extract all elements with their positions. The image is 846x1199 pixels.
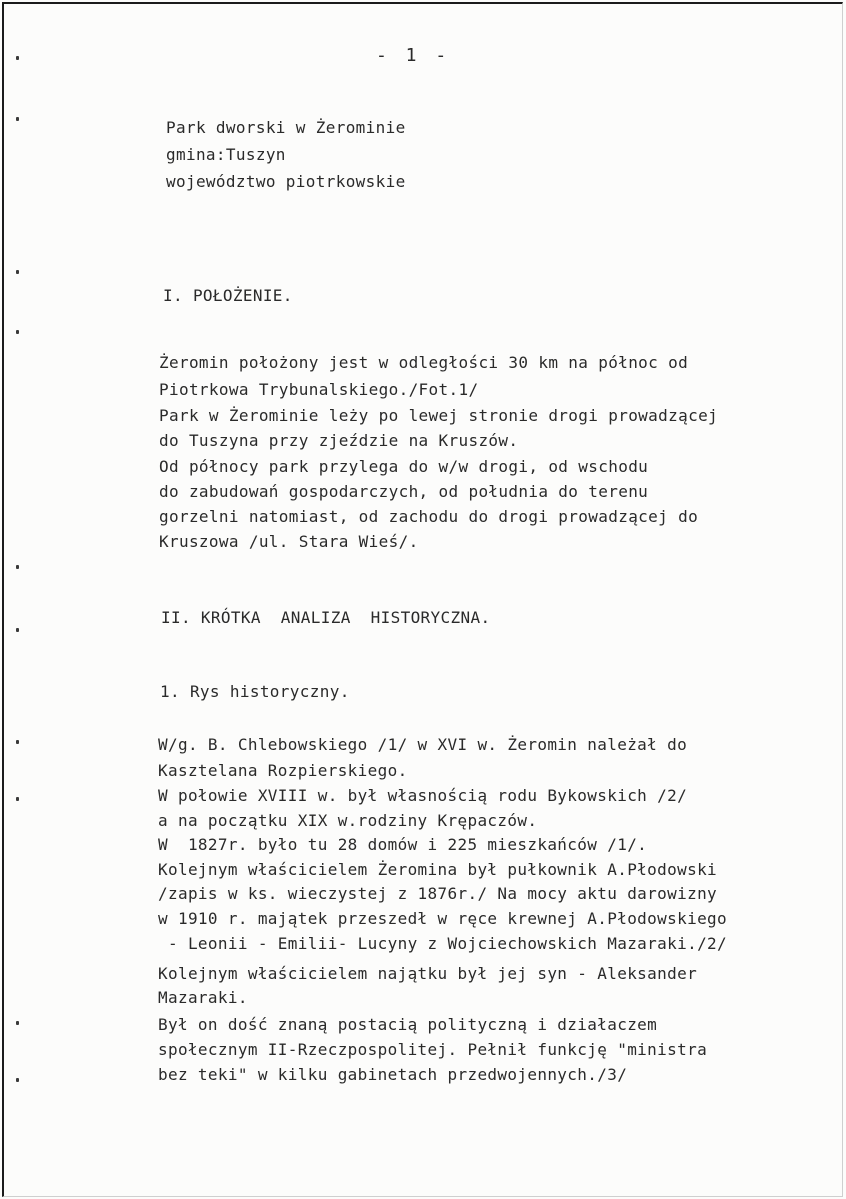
subsection-heading: 1. Rys historyczny. bbox=[160, 682, 350, 701]
body-line: W/g. B. Chlebowskiego /1/ w XVI w. Żeromin należał do bbox=[158, 735, 688, 754]
body-line: do zabudowań gospodarczych, od południa do terenu bbox=[159, 482, 649, 501]
margin-mark bbox=[16, 1021, 19, 1025]
body-line: Był on dość znaną postacią polityczną i działaczem bbox=[158, 1015, 658, 1034]
header-title: Park dworski w Żerominie bbox=[166, 118, 406, 137]
body-line: Kolejnym właścicielem Żeromina był pułkownik A.Płodowski bbox=[158, 860, 718, 879]
margin-mark bbox=[16, 117, 19, 121]
body-line: W połowie XVIII w. był własnością rodu Bykowskich /2/ bbox=[158, 786, 688, 805]
body-line: Mazaraki. bbox=[158, 988, 248, 1007]
section-heading: I. POŁOŻENIE. bbox=[163, 286, 293, 305]
margin-mark bbox=[16, 1078, 19, 1082]
body-line: w 1910 r. majątek przeszedł w ręce krewnej A.Płodowskiego bbox=[158, 909, 728, 928]
body-line: W 1827r. było tu 28 domów i 225 mieszkańców /1/. bbox=[158, 835, 648, 854]
body-line: społecznym II-Rzeczpospolitej. Pełnił funkcję "ministra bbox=[158, 1040, 708, 1059]
body-line: /zapis w ks. wieczystej z 1876r./ Na mocy aktu darowizny bbox=[158, 884, 718, 903]
body-line: a na początku XIX w.rodziny Krępaczów. bbox=[158, 811, 538, 830]
margin-mark bbox=[16, 740, 19, 744]
header-gmina: gmina:Tuszyn bbox=[166, 145, 286, 164]
body-line: Piotrkowa Trybunalskiego./Fot.1/ bbox=[159, 380, 479, 399]
margin-mark bbox=[16, 797, 19, 801]
margin-mark bbox=[16, 56, 19, 60]
margin-mark bbox=[16, 270, 19, 274]
header-voivodeship: województwo piotrkowskie bbox=[166, 172, 406, 191]
body-line: Kruszowa /ul. Stara Wieś/. bbox=[159, 532, 419, 551]
section-heading: II. KRÓTKA ANALIZA HISTORYCZNA. bbox=[161, 608, 491, 627]
body-line: Kolejnym właścicielem najątku był jej syn - Aleksander bbox=[158, 964, 698, 983]
body-line: Kasztelana Rozpierskiego. bbox=[158, 761, 408, 780]
margin-mark bbox=[16, 628, 19, 632]
body-line: do Tuszyna przy zjeździe na Kruszów. bbox=[159, 431, 519, 450]
body-line: Od północy park przylega do w/w drogi, od wschodu bbox=[159, 457, 649, 476]
margin-mark bbox=[16, 565, 19, 569]
body-line: - Leonii - Emilii- Lucyny z Wojciechowskich Mazaraki./2/ bbox=[158, 934, 728, 953]
body-line: Żeromin położony jest w odległości 30 km na północ od bbox=[159, 353, 689, 372]
body-line: gorzelni natomiast, od zachodu do drogi prowadzącej do bbox=[159, 507, 699, 526]
body-line: bez teki" w kilku gabinetach przedwojennych./3/ bbox=[158, 1065, 628, 1084]
margin-mark bbox=[16, 330, 19, 334]
body-line: Park w Żerominie leży po lewej stronie drogi prowadzącej bbox=[159, 406, 719, 425]
page-number: - 1 - bbox=[376, 45, 451, 66]
